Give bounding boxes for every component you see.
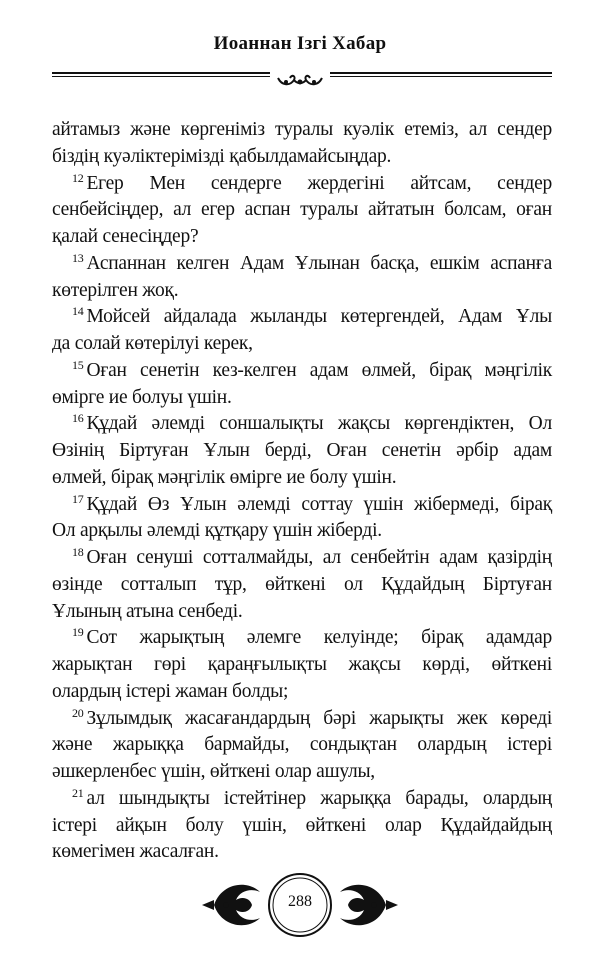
- running-header-title: Иоаннан Ізгі Хабар: [213, 33, 387, 54]
- text-line: [52, 492, 552, 519]
- text-line: [52, 545, 552, 572]
- text-line: [52, 331, 552, 358]
- line-text: Құдай Өз Ұлын әлемді соттау үшін жібермеді, бірақ: [86, 493, 552, 515]
- text-line: [52, 411, 552, 438]
- verse-paragraph: [52, 171, 552, 251]
- verse-number: 21: [72, 785, 84, 800]
- text-line: [52, 224, 552, 251]
- line-text: Ол арқылы әлемді құтқару үшін жіберді.: [52, 520, 382, 542]
- verse-number: 17: [72, 491, 84, 506]
- line-text: өзінде сотталып тұр, өйткені ол Құдайдың Біртуған: [52, 573, 552, 595]
- text-line: [52, 813, 552, 840]
- text-line: [52, 385, 552, 412]
- verse-number: 15: [72, 357, 84, 372]
- line-text: көтерілген жоқ.: [52, 279, 179, 301]
- text-line: [52, 518, 552, 545]
- verse-number: 13: [72, 250, 84, 265]
- verse-paragraph: [52, 411, 552, 491]
- text-line: [52, 786, 552, 813]
- text-line: [52, 706, 552, 733]
- line-text: жарықтан гөрі қараңғылықты жақсы көрді, өйткені: [52, 654, 552, 675]
- line-text: Егер Мен сендерге жердегіні айтсам, сендер: [86, 172, 552, 194]
- verse-number: 12: [72, 170, 84, 185]
- line-text: ал шындықты істейтінер жарыққа барады, олардың: [86, 787, 552, 809]
- verse-number: 18: [72, 545, 84, 559]
- line-text: Ұлының атына сенбеді.: [52, 600, 243, 622]
- line-text: істері айқын болу үшін, өйткені олар Құдайдайдың: [52, 814, 552, 836]
- text-line: [52, 652, 552, 679]
- line-text: олардың істері жаман болды;: [52, 680, 289, 702]
- text-line: [52, 679, 552, 706]
- text-line: [52, 144, 552, 171]
- verse-paragraph: [52, 492, 552, 546]
- line-text: әшкерленбес үшін, өйткені олар ашулы,: [52, 761, 375, 782]
- text-line: [52, 278, 552, 305]
- text-line: [52, 839, 552, 866]
- page-number: 288: [288, 893, 312, 910]
- verse-paragraph: [52, 358, 552, 412]
- line-text: және жарыққа бармайды, сондықтан олардың істері: [52, 734, 552, 756]
- verse-paragraph: [52, 117, 552, 171]
- text-line: [52, 304, 552, 331]
- text-line: [52, 117, 552, 144]
- page-body-text: [52, 117, 552, 866]
- verse-paragraph: [52, 545, 552, 625]
- line-text: айтамыз және көргеніміз туралы куәлік етеміз, ал сендер: [52, 119, 552, 140]
- line-text: өлмей, бірақ мәңгілік өмірге ие болу үшін.: [52, 466, 397, 488]
- text-line: [52, 171, 552, 198]
- line-text: Оған сенуші сотталмайды, ал сенбейтін адам қазірдің: [86, 547, 552, 568]
- text-line: [52, 438, 552, 465]
- text-line: [52, 358, 552, 385]
- text-line: [52, 572, 552, 599]
- verse-paragraph: [52, 625, 552, 705]
- line-text: біздің куәліктерімізді қабылдамайсыңдар.: [52, 145, 392, 167]
- line-text: Оған сенетін кез-келген адам өлмей, бірақ мәңгілік: [86, 359, 552, 381]
- ornament-icon: [270, 70, 330, 90]
- text-line: [52, 625, 552, 652]
- verse-paragraph: [52, 706, 552, 786]
- line-text: Құдай әлемді соншалықты жақсы көргендіктен, Ол: [86, 413, 552, 435]
- line-text: көмегімен жасалған.: [52, 841, 219, 863]
- line-text: қалай сенесіңдер?: [52, 226, 199, 247]
- verse-number: 19: [72, 625, 84, 640]
- text-line: [52, 599, 552, 626]
- verse-paragraph: [52, 786, 552, 866]
- line-text: да солай көтерілуі керек,: [52, 333, 253, 354]
- line-text: Өзінің Біртуған Ұлын берді, Оған сенетін әрбір адам: [52, 440, 552, 461]
- line-text: сенбейсіңдер, ал егер аспан туралы айтатын болсам, оған: [52, 199, 552, 221]
- verse-paragraph: [52, 304, 552, 358]
- text-line: [52, 732, 552, 759]
- verse-number: 14: [72, 304, 84, 319]
- verse-number: 20: [72, 705, 84, 720]
- text-line: [52, 759, 552, 786]
- line-text: Сот жарықтың әлемге келуінде; бірақ адамдар: [86, 627, 552, 649]
- verse-number: 16: [72, 411, 84, 426]
- text-line: [52, 465, 552, 492]
- text-line: [52, 197, 552, 224]
- line-text: Мойсей айдалада жыланды көтергендей, Адам Ұлы: [86, 306, 552, 328]
- line-text: Зұлымдық жасағандардың бәрі жарықты жек көреді: [86, 707, 552, 729]
- line-text: Аспаннан келген Адам Ұлынан басқа, ешкім аспанға: [86, 252, 552, 274]
- line-text: өмірге ие болуы үшін.: [52, 386, 232, 408]
- verse-paragraph: [52, 251, 552, 305]
- text-line: [52, 251, 552, 278]
